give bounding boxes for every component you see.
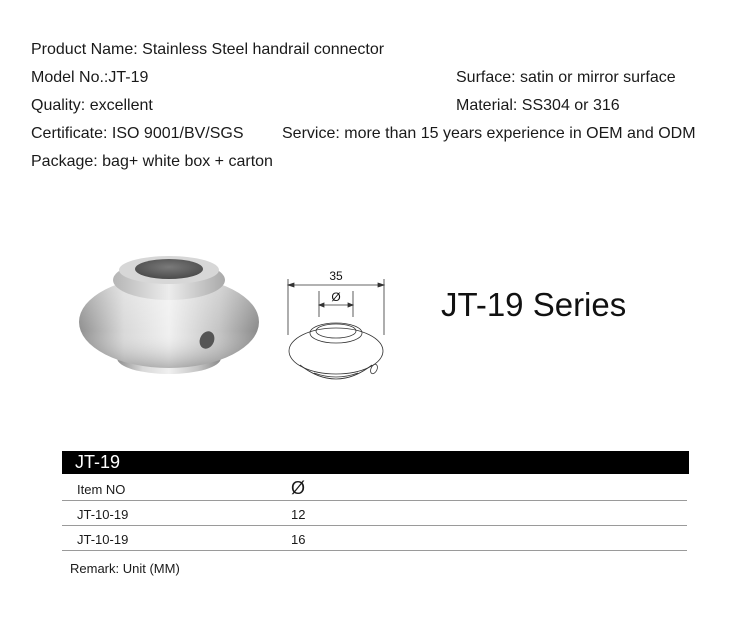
spec-certificate: Certificate: ISO 9001/BV/SGS	[31, 125, 244, 142]
series-title: JT-19 Series	[441, 286, 627, 323]
column-header-item-no: Item NO	[77, 482, 126, 497]
spec-quality: Quality: excellent	[31, 97, 153, 114]
dimension-diameter-label: Ø	[331, 290, 341, 304]
spec-model-no: Model No.:JT-19	[31, 69, 149, 86]
table-title: JT-19	[75, 452, 121, 472]
table-row	[62, 526, 687, 551]
table-header-row	[62, 476, 687, 501]
product-photo	[74, 250, 264, 382]
bore-hole-icon	[135, 259, 203, 279]
spec-material: Material: SS304 or 316	[456, 97, 620, 114]
spec-service: Service: more than 15 years experience in OEM and ODM	[282, 125, 696, 142]
table-title-bar	[62, 451, 689, 474]
technical-drawing	[280, 265, 390, 405]
cell-diameter: 12	[291, 507, 306, 522]
spec-surface: Surface: satin or mirror surface	[456, 69, 676, 86]
remark-text: Remark: Unit (MM)	[70, 561, 180, 576]
cell-item: JT-10-19	[77, 507, 129, 522]
spec-product-name: Product Name: Stainless Steel handrail connector	[31, 41, 385, 58]
dimension-width-label: 35	[329, 269, 343, 283]
cell-diameter: 16	[291, 532, 306, 547]
cell-item: JT-10-19	[77, 532, 129, 547]
column-header-diameter: Ø	[291, 478, 306, 498]
table-row	[62, 501, 687, 526]
spec-package: Package: bag+ white box + carton	[31, 153, 273, 170]
